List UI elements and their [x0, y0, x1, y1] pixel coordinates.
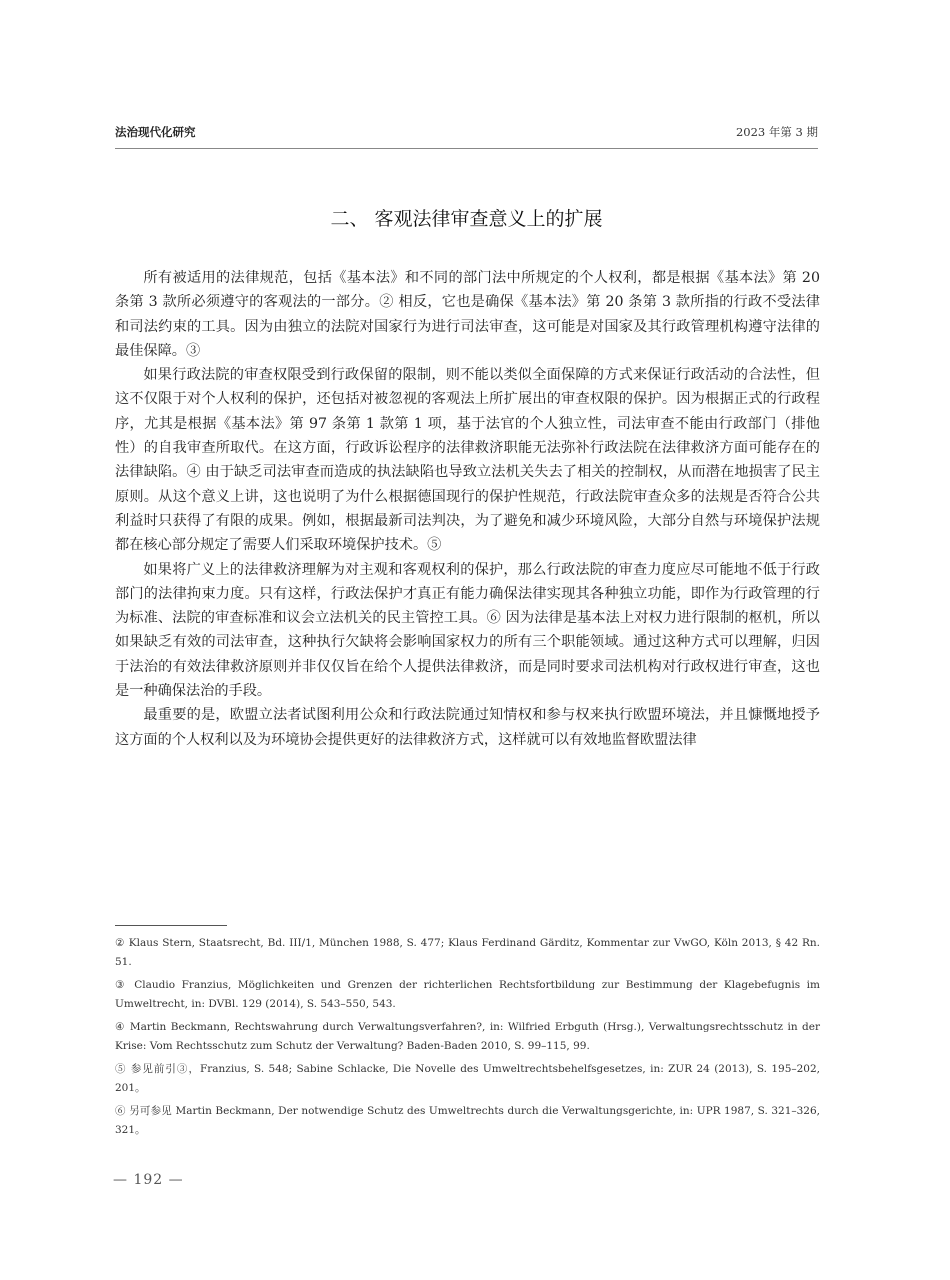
- footnote-4: ④ Martin Beckmann, Rechtswahrung durch Verwaltungsverfahren?, in: Wilfried Erbguth (Hrsg.), Verwaltungsrechtsschutz in der Krise: Vom Rechtsschutz zum Schutz der Verwaltung? Baden-Baden 2010, S. 99–115, 99.: [115, 1021, 820, 1052]
- footnote-divider: [115, 925, 227, 926]
- footnote-2: ② Klaus Stern, Staatsrecht, Bd. III/1, München 1988, S. 477; Klaus Ferdinand Gärditz, Kommentar zur VwGO, Köln 2013, § 42 Rn. 51.: [115, 937, 820, 968]
- footnotes: [115, 934, 820, 1144]
- issue-label: 2023 年第 3 期: [735, 125, 818, 139]
- paragraph-4: 最重要的是，欧盟立法者试图利用公众和行政法院通过知情权和参与权来执行欧盟环境法，并且慷慨地授予这方面的个人权利以及为环境协会提供更好的法律救济方式，这样就可以有效地监督欧盟法律: [115, 707, 820, 748]
- page-number: — 192 —: [113, 1172, 184, 1188]
- body-text: [115, 266, 820, 752]
- footnote-6: ⑥ 另可参见 Martin Beckmann, Der notwendige Schutz des Umweltrechts durch die Verwaltungsgerichte, in: UPR 1987, S. 321–326, 321。: [115, 1105, 820, 1136]
- journal-title: 法治现代化研究: [115, 125, 196, 139]
- footnote-5: ⑤ 参见前引③，Franzius, S. 548; Sabine Schlacke, Die Novelle des Umweltrechtsbehelfsgesetzes, in: ZUR 24 (2013), S. 195–202, 201。: [115, 1063, 820, 1094]
- footnote-3: ③ Claudio Franzius, Möglichkeiten und Grenzen der richterlichen Rechtsfortbildung zur Bestimmung der Klagebefugnis im Umweltrecht, in: DVBl. 129 (2014), S. 543–550, 543.: [115, 979, 820, 1010]
- paragraph-1: 所有被适用的法律规范，包括《基本法》和不同的部门法中所规定的个人权利，都是根据《基本法》第 20 条第 3 款所必须遵守的客观法的一部分。② 相反，它也是确保《基本法》第 20 条第 3 款所指的行政不受法律和司法约束的工具。因为由独立的法院对国家行为进行司法审查，这可能是对国家及其行政管理机构遵守法律的最佳保障。③: [115, 270, 820, 359]
- running-header: [115, 124, 818, 149]
- paragraph-3: 如果将广义上的法律救济理解为对主观和客观权利的保护，那么行政法院的审查力度应尽可能地不低于行政部门的法律拘束力度。只有这样，行政法保护才真正有能力确保法律实现其各种独立功能，即作为行政管理的行为标准、法院的审查标准和议会立法机关的民主管控工具。⑥ 因为法律是基本法上对权力进行限制的枢机，所以如果缺乏有效的司法审查，这种执行欠缺将会影响国家权力的所有三个职能领域。通过这种方式可以理解，归因于法治的有效法律救济原则并非仅仅旨在给个人提供法律救济，而是同时要求司法机构对行政权进行审查，这也是一种确保法治的手段。: [115, 561, 820, 700]
- paragraph-2: 如果行政法院的审查权限受到行政保留的限制，则不能以类似全面保障的方式来保证行政活动的合法性，但这不仅限于对个人权利的保护，还包括对被忽视的客观法上所扩展出的审查权限的保护。因为根据正式的行政程序，尤其是根据《基本法》第 97 条第 1 款第 1 项，基于法官的个人独立性，司法审查不能由行政部门（排他性）的自我审查所取代。在这方面，行政诉讼程序的法律救济职能无法弥补行政法院在法律救济方面可能存在的法律缺陷。④ 由于缺乏司法审查而造成的执法缺陷也导致立法机关失去了相关的控制权，从而潜在地损害了民主原则。从这个意义上讲，这也说明了为什么根据德国现行的保护性规范，行政法院审查众多的法规是否符合公共利益时只获得了有限的成果。例如，根据最新司法判决，为了避免和减少环境风险，大部分自然与环境保护法规都在核心部分规定了需要人们采取环境保护技术。⑤: [115, 367, 820, 554]
- section-title: 二、 客观法律审查意义上的扩展: [330, 208, 603, 230]
